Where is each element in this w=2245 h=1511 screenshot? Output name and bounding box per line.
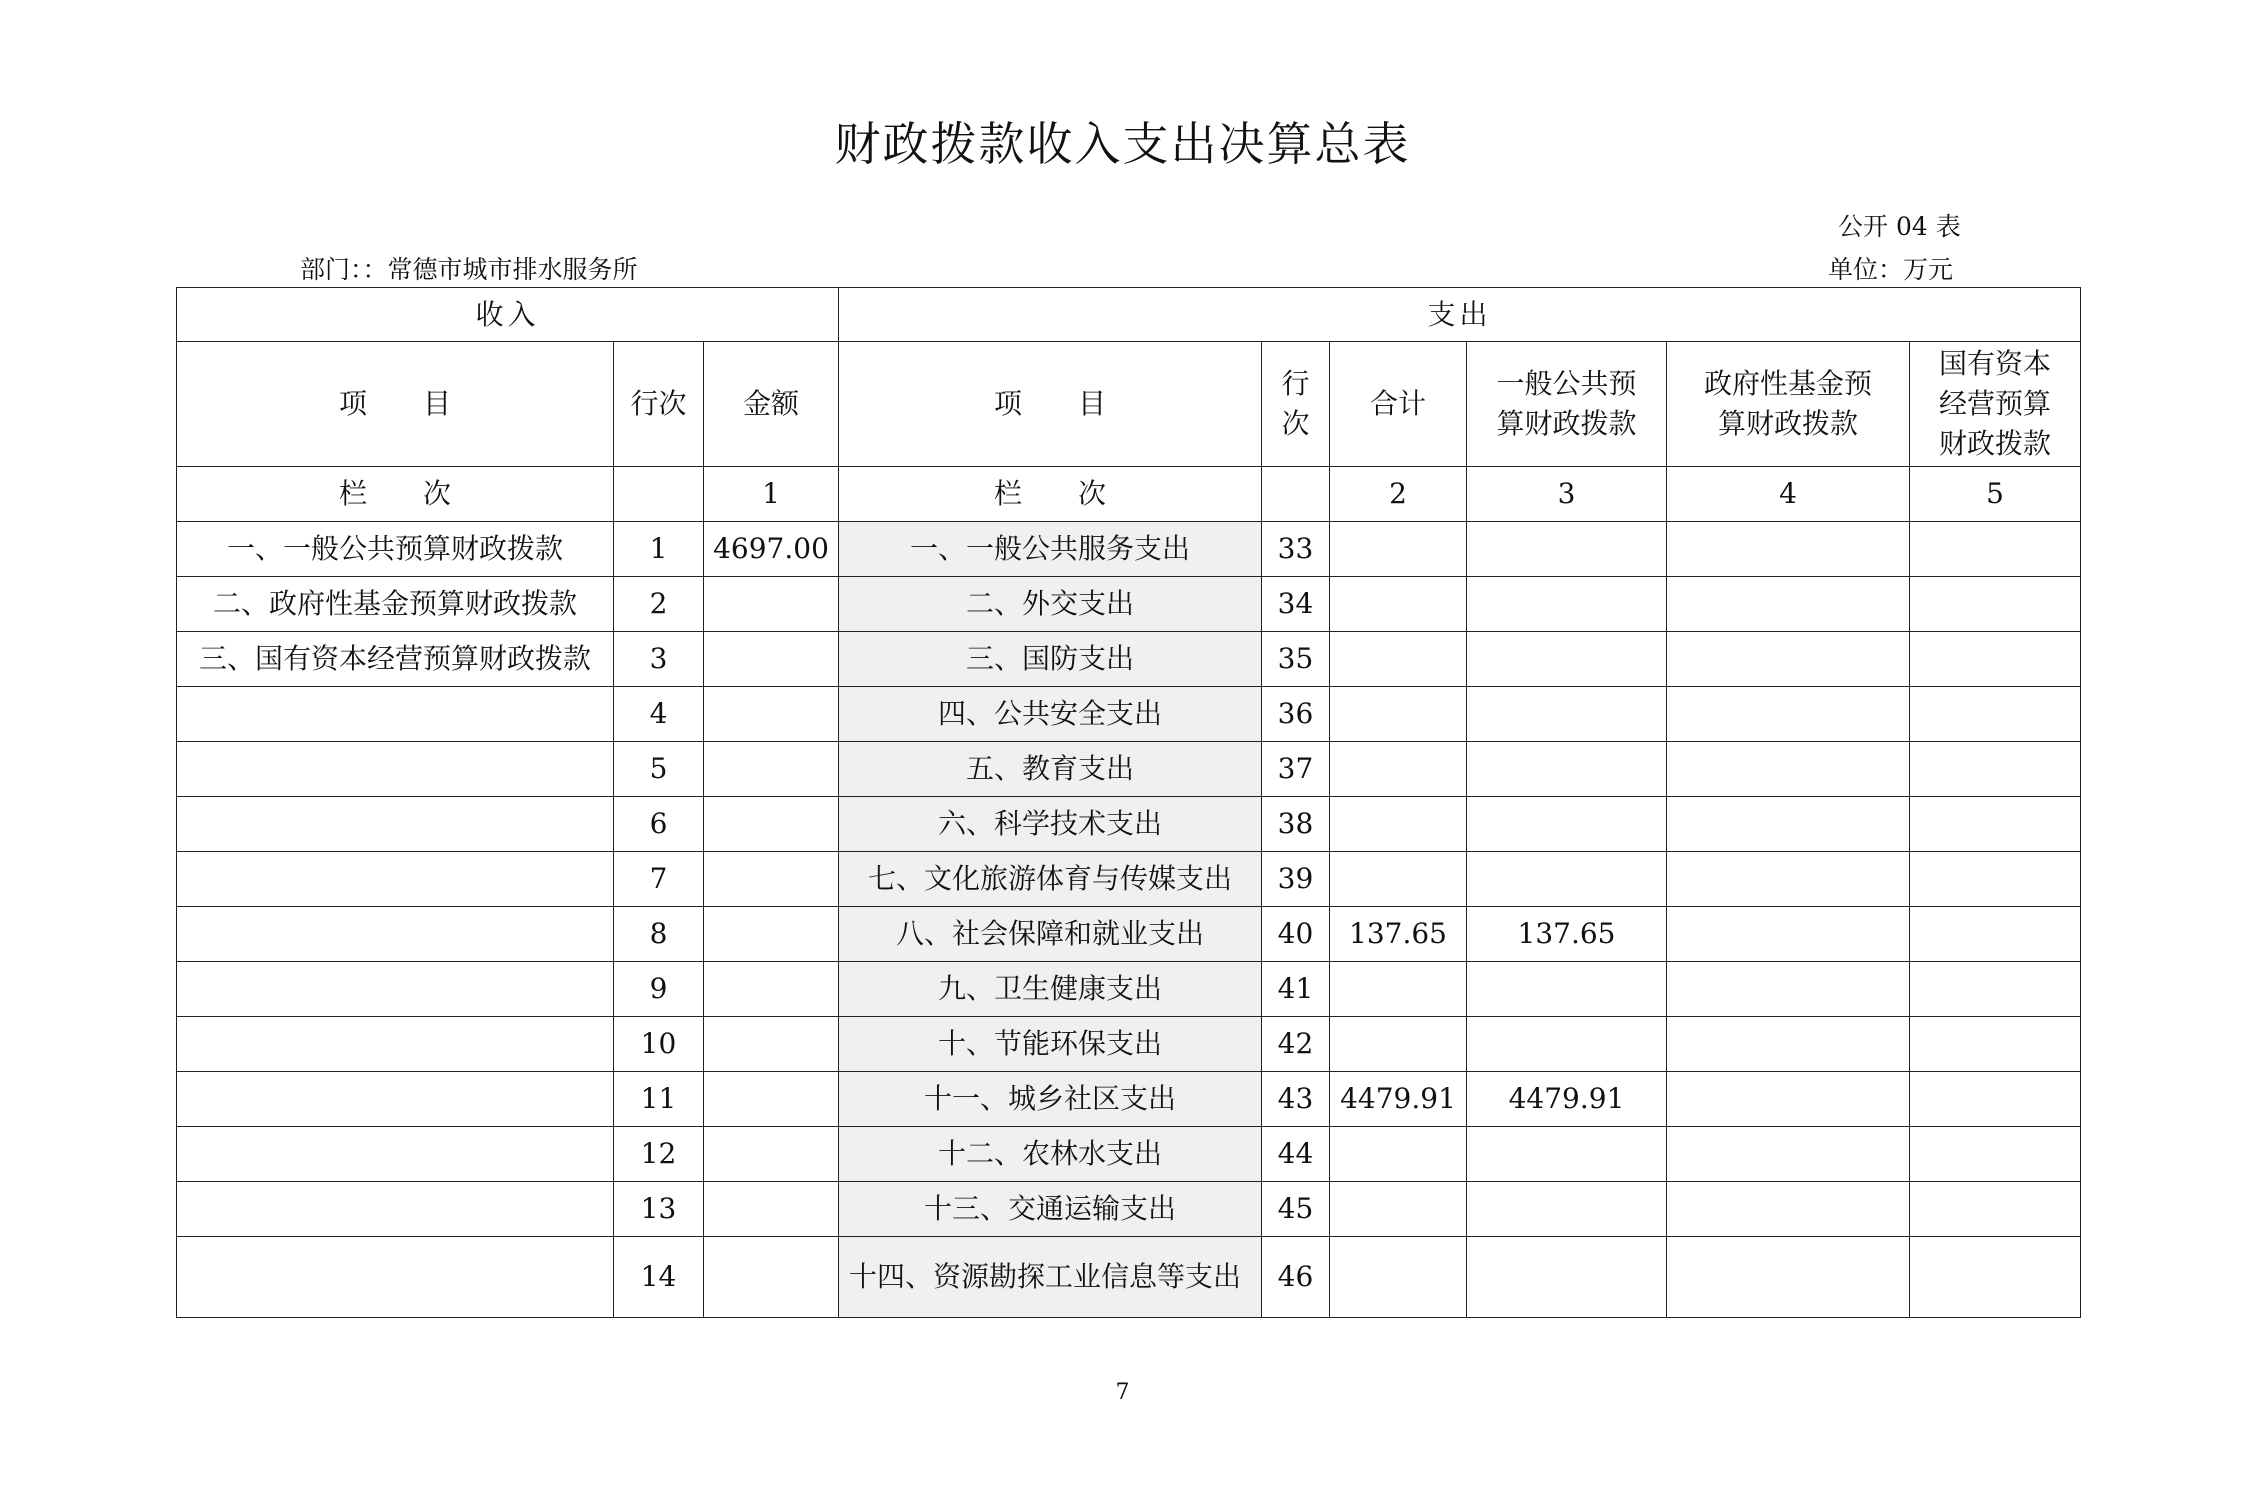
budget-table (176, 287, 2081, 1318)
general-budget-cell (1467, 742, 1667, 797)
column-index-row (177, 467, 2081, 522)
expense-item-cell: 十四、资源勘探工业信息等支出 (839, 1237, 1262, 1318)
state-capital-cell (1910, 632, 2081, 687)
gov-fund-cell (1667, 632, 1910, 687)
general-budget-cell (1467, 1237, 1667, 1318)
income-item-cell (177, 742, 614, 797)
expense-row-no-cell: 36 (1262, 687, 1330, 742)
expense-header: 支出 (839, 288, 2081, 342)
total-cell (1330, 1017, 1467, 1072)
gov-fund-cell (1667, 577, 1910, 632)
state-capital-header (1910, 342, 2081, 467)
income-item-cell (177, 1237, 614, 1318)
col-index-5: 5 (1910, 467, 2081, 522)
income-row-no-cell: 14 (614, 1237, 704, 1318)
total-cell (1330, 577, 1467, 632)
expense-row-no-header-line1: 行 (1281, 367, 1310, 400)
general-budget-cell (1467, 962, 1667, 1017)
table-row (177, 687, 2081, 742)
col-index-2: 2 (1330, 467, 1467, 522)
state-capital-cell (1910, 742, 2081, 797)
income-amount-cell (704, 1127, 839, 1182)
table-row (177, 1072, 2081, 1127)
income-item-cell: 一、一般公共预算财政拨款 (177, 522, 614, 577)
income-item-cell (177, 852, 614, 907)
total-cell (1330, 1182, 1467, 1237)
total-cell (1330, 687, 1467, 742)
gov-fund-cell (1667, 742, 1910, 797)
general-budget-cell: 137.65 (1467, 907, 1667, 962)
income-column-label: 栏 次 (177, 467, 614, 522)
income-row-no-cell: 5 (614, 742, 704, 797)
income-item-header: 项 目 (177, 342, 614, 467)
expense-item-cell: 十二、农林水支出 (839, 1127, 1262, 1182)
income-amount-cell (704, 797, 839, 852)
form-number: 公开 04 表 (1838, 212, 1961, 241)
expense-row-no-cell: 41 (1262, 962, 1330, 1017)
income-row-no-cell: 6 (614, 797, 704, 852)
income-row-no-header: 行次 (614, 342, 704, 467)
gov-fund-header-line1: 政府性基金预 (1703, 367, 1872, 400)
general-budget-cell (1467, 1182, 1667, 1237)
table-row (177, 852, 2081, 907)
income-amount-cell (704, 1017, 839, 1072)
table-row (177, 1237, 2081, 1318)
table-row (177, 1017, 2081, 1072)
general-budget-cell (1467, 852, 1667, 907)
income-amount-header: 金额 (704, 342, 839, 467)
expense-item-header: 项 目 (839, 342, 1262, 467)
general-budget-header (1467, 342, 1667, 467)
department-label: 部门：：常德市城市排水服务所 (300, 255, 638, 284)
expense-row-no-cell: 43 (1262, 1072, 1330, 1127)
expense-item-cell: 五、教育支出 (839, 742, 1262, 797)
header-row-columns (177, 342, 2081, 467)
income-amount-cell (704, 962, 839, 1017)
state-capital-cell (1910, 1237, 2081, 1318)
expense-item-cell: 十三、交通运输支出 (839, 1182, 1262, 1237)
general-budget-cell (1467, 632, 1667, 687)
expense-row-no-index (1262, 467, 1330, 522)
income-item-cell (177, 687, 614, 742)
general-budget-cell: 4479.91 (1467, 1072, 1667, 1127)
table-row (177, 797, 2081, 852)
income-row-no-cell: 8 (614, 907, 704, 962)
income-row-no-index (614, 467, 704, 522)
total-cell (1330, 632, 1467, 687)
expense-row-no-header-line2: 次 (1281, 407, 1310, 440)
income-row-no-cell: 12 (614, 1127, 704, 1182)
expense-row-no-cell: 37 (1262, 742, 1330, 797)
gov-fund-cell (1667, 1017, 1910, 1072)
income-item-cell (177, 1127, 614, 1182)
table-row (177, 577, 2081, 632)
gov-fund-header-line2: 算财政拨款 (1717, 407, 1858, 440)
col-index-1: 1 (704, 467, 839, 522)
total-cell: 4479.91 (1330, 1072, 1467, 1127)
table-row (177, 742, 2081, 797)
income-header: 收入 (177, 288, 839, 342)
col-index-4: 4 (1667, 467, 1910, 522)
page-number: 7 (1115, 1380, 1130, 1405)
general-budget-header-line2: 算财政拨款 (1496, 407, 1637, 440)
total-header: 合计 (1330, 342, 1467, 467)
table-row (177, 1127, 2081, 1182)
income-amount-cell (704, 1072, 839, 1127)
expense-row-no-cell: 35 (1262, 632, 1330, 687)
expense-row-no-header (1262, 342, 1330, 467)
income-amount-cell (704, 742, 839, 797)
total-cell (1330, 797, 1467, 852)
gov-fund-cell (1667, 962, 1910, 1017)
table-row (177, 962, 2081, 1017)
state-capital-cell (1910, 1072, 2081, 1127)
total-cell (1330, 1237, 1467, 1318)
state-capital-cell (1910, 907, 2081, 962)
expense-item-cell: 二、外交支出 (839, 577, 1262, 632)
expense-row-no-cell: 42 (1262, 1017, 1330, 1072)
gov-fund-cell (1667, 852, 1910, 907)
general-budget-header-line1: 一般公共预 (1496, 367, 1637, 400)
income-row-no-cell: 13 (614, 1182, 704, 1237)
income-item-cell (177, 1017, 614, 1072)
income-item-cell: 二、政府性基金预算财政拨款 (177, 577, 614, 632)
gov-fund-header (1667, 342, 1910, 467)
expense-item-cell: 十、节能环保支出 (839, 1017, 1262, 1072)
expense-item-cell: 八、社会保障和就业支出 (839, 907, 1262, 962)
header-row-sections (177, 288, 2081, 342)
total-cell (1330, 1127, 1467, 1182)
state-capital-cell (1910, 522, 2081, 577)
income-amount-cell (704, 1237, 839, 1318)
income-item-cell (177, 1182, 614, 1237)
state-capital-cell (1910, 852, 2081, 907)
expense-item-cell: 九、卫生健康支出 (839, 962, 1262, 1017)
expense-row-no-cell: 33 (1262, 522, 1330, 577)
gov-fund-cell (1667, 1182, 1910, 1237)
income-row-no-cell: 4 (614, 687, 704, 742)
expense-item-cell: 六、科学技术支出 (839, 797, 1262, 852)
income-amount-cell (704, 907, 839, 962)
income-row-no-cell: 7 (614, 852, 704, 907)
total-cell (1330, 742, 1467, 797)
gov-fund-cell (1667, 522, 1910, 577)
general-budget-cell (1467, 797, 1667, 852)
state-capital-cell (1910, 1017, 2081, 1072)
income-row-no-cell: 11 (614, 1072, 704, 1127)
table-row (177, 1182, 2081, 1237)
expense-row-no-cell: 45 (1262, 1182, 1330, 1237)
income-row-no-cell: 1 (614, 522, 704, 577)
table-row (177, 522, 2081, 577)
income-row-no-cell: 2 (614, 577, 704, 632)
total-cell (1330, 522, 1467, 577)
state-capital-cell (1910, 962, 2081, 1017)
expense-row-no-cell: 40 (1262, 907, 1330, 962)
col-index-3: 3 (1467, 467, 1667, 522)
state-capital-header-line1: 国有资本 (1939, 347, 2052, 380)
total-cell: 137.65 (1330, 907, 1467, 962)
income-amount-cell: 4697.00 (704, 522, 839, 577)
general-budget-cell (1467, 577, 1667, 632)
gov-fund-cell (1667, 907, 1910, 962)
general-budget-cell (1467, 1127, 1667, 1182)
expense-row-no-cell: 34 (1262, 577, 1330, 632)
unit-label: 单位：万元 (1828, 255, 1954, 284)
state-capital-cell (1910, 1127, 2081, 1182)
state-capital-cell (1910, 687, 2081, 742)
income-item-cell: 三、国有资本经营预算财政拨款 (177, 632, 614, 687)
state-capital-cell (1910, 577, 2081, 632)
gov-fund-cell (1667, 797, 1910, 852)
general-budget-cell (1467, 1017, 1667, 1072)
income-amount-cell (704, 577, 839, 632)
page-title: 财政拨款收入支出决算总表 (834, 117, 1411, 171)
state-capital-cell (1910, 797, 2081, 852)
expense-item-cell: 一、一般公共服务支出 (839, 522, 1262, 577)
total-cell (1330, 962, 1467, 1017)
income-row-no-cell: 3 (614, 632, 704, 687)
general-budget-cell (1467, 522, 1667, 577)
total-cell (1330, 852, 1467, 907)
expense-item-cell: 三、国防支出 (839, 632, 1262, 687)
state-capital-header-line2: 经营预算 (1939, 387, 2052, 420)
expense-column-label: 栏 次 (839, 467, 1262, 522)
gov-fund-cell (1667, 687, 1910, 742)
expense-item-cell: 七、文化旅游体育与传媒支出 (839, 852, 1262, 907)
income-item-cell (177, 1072, 614, 1127)
state-capital-cell (1910, 1182, 2081, 1237)
gov-fund-cell (1667, 1237, 1910, 1318)
expense-row-no-cell: 46 (1262, 1237, 1330, 1318)
income-amount-cell (704, 1182, 839, 1237)
income-item-cell (177, 907, 614, 962)
table-row (177, 907, 2081, 962)
gov-fund-cell (1667, 1127, 1910, 1182)
expense-item-cell: 四、公共安全支出 (839, 687, 1262, 742)
state-capital-header-line3: 财政拨款 (1939, 427, 2052, 460)
table-row (177, 632, 2081, 687)
income-amount-cell (704, 852, 839, 907)
expense-item-cell: 十一、城乡社区支出 (839, 1072, 1262, 1127)
income-row-no-cell: 9 (614, 962, 704, 1017)
income-row-no-cell: 10 (614, 1017, 704, 1072)
expense-row-no-cell: 39 (1262, 852, 1330, 907)
income-item-cell (177, 797, 614, 852)
expense-row-no-cell: 44 (1262, 1127, 1330, 1182)
income-item-cell (177, 962, 614, 1017)
income-amount-cell (704, 687, 839, 742)
expense-row-no-cell: 38 (1262, 797, 1330, 852)
income-amount-cell (704, 632, 839, 687)
gov-fund-cell (1667, 1072, 1910, 1127)
general-budget-cell (1467, 687, 1667, 742)
